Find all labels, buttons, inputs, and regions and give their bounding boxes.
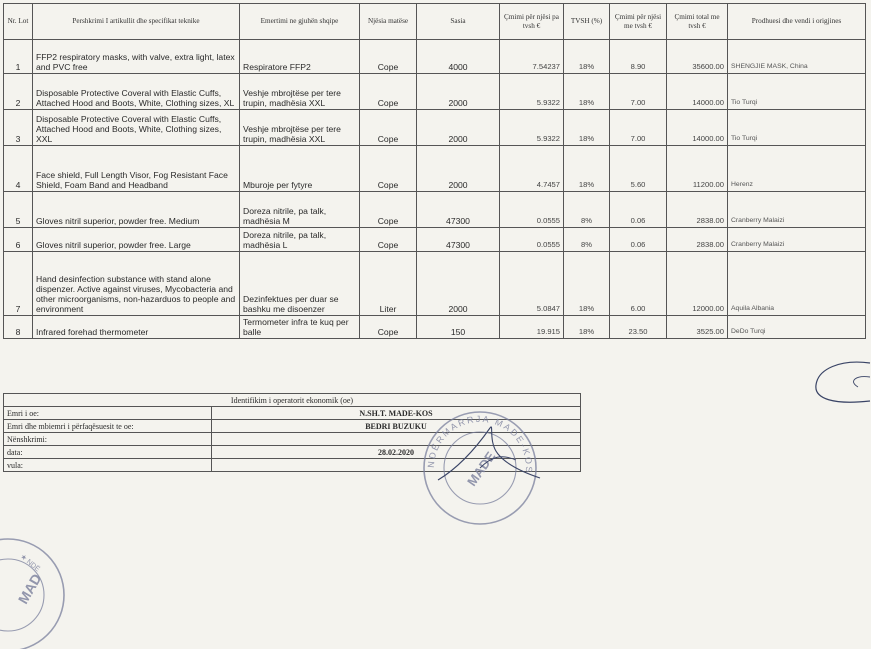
cell-lot: 3 [4, 110, 33, 146]
cell-unit-price-vat: 7.00 [610, 110, 667, 146]
cell-quantity: 2000 [417, 110, 500, 146]
table-header-row [4, 4, 866, 40]
cell-producer: SHENGJIE MASK, China [728, 40, 866, 74]
table-row [4, 146, 866, 192]
cell-description: Gloves nitril superior, powder free. Large [33, 228, 240, 252]
cell-quantity: 47300 [417, 192, 500, 228]
svg-text:NDËRMARRJA MADE-KOS: NDËRMARRJA MADE-KOS [425, 413, 535, 475]
cell-vat: 18% [564, 252, 610, 316]
cell-albanian-name: Veshje mbrojtëse per tere trupin, madhësia XXL [240, 74, 360, 110]
cell-albanian-name: Respiratore FFP2 [240, 40, 360, 74]
header-producer: Prodhuesi dhe vendi i origjines [728, 4, 866, 40]
header-albanian-name: Emertimi ne gjuhën shqipe [240, 4, 360, 40]
cell-producer: Cranberry Malaizi [728, 192, 866, 228]
cell-vat: 18% [564, 40, 610, 74]
cell-total: 2838.00 [667, 192, 728, 228]
operator-value-representative: BEDRI BUZUKU [212, 420, 581, 433]
cell-vat: 8% [564, 192, 610, 228]
table-row [4, 74, 866, 110]
cell-unit-price-vat: 0.06 [610, 192, 667, 228]
cell-unit: Liter [360, 252, 417, 316]
cell-lot: 1 [4, 40, 33, 74]
representative-signature [425, 408, 548, 498]
cell-description: Disposable Protective Coveral with Elastic Cuffs, Attached Hood and Boots, White, Clothing sizes, XL [33, 74, 240, 110]
table-row [4, 228, 866, 252]
operator-label-representative: Emri dhe mbiemri i përfaqësuesit te oe: [4, 420, 212, 433]
header-unit-price-vat: Çmimi për njësi me tvsh € [610, 4, 667, 40]
svg-text:★ NDË: ★ NDË [18, 553, 41, 574]
operator-title: Identifikim i operatorit ekonomik (oe) [4, 394, 581, 407]
cell-lot: 2 [4, 74, 33, 110]
cell-albanian-name: Termometer infra te kuq per balle [240, 316, 360, 339]
cell-producer: Aquila Albania [728, 252, 866, 316]
header-unit-price: Çmimi për njësi pa tvsh € [500, 4, 564, 40]
cell-unit: Cope [360, 228, 417, 252]
svg-text:MADE: MADE [464, 448, 499, 489]
svg-text:MAD: MAD [14, 570, 45, 607]
cell-quantity: 2000 [417, 146, 500, 192]
cell-producer: DeDo Turqi [728, 316, 866, 339]
cell-description: Infrared forehad thermometer [33, 316, 240, 339]
operator-value-date: 28.02.2020 [212, 446, 581, 459]
cell-unit-price: 0.0555 [500, 192, 564, 228]
header-lot: Nr. Lot [4, 4, 33, 40]
operator-label-signature: Nënshkrimi: [4, 433, 212, 446]
cell-quantity: 47300 [417, 228, 500, 252]
signature-scribble [800, 355, 871, 425]
operator-label-date: data: [4, 446, 212, 459]
cell-lot: 8 [4, 316, 33, 339]
cell-unit-price: 4.7457 [500, 146, 564, 192]
cell-lot: 6 [4, 228, 33, 252]
cell-vat: 8% [564, 228, 610, 252]
header-vat: TVSH (%) [564, 4, 610, 40]
cell-quantity: 2000 [417, 252, 500, 316]
operator-label-name: Emri i oe: [4, 407, 212, 420]
cell-total: 14000.00 [667, 74, 728, 110]
cell-description: Disposable Protective Coveral with Elastic Cuffs, Attached Hood and Boots, White, Clothing sizes, XXL [33, 110, 240, 146]
cell-unit-price: 5.0847 [500, 252, 564, 316]
cell-albanian-name: Doreza nitrile, pa talk, madhësia L [240, 228, 360, 252]
table-row [4, 40, 866, 74]
cell-unit-price-vat: 5.60 [610, 146, 667, 192]
cell-albanian-name: Dezinfektues per duar se bashku me disoenzer [240, 252, 360, 316]
table-row [4, 192, 866, 228]
cell-albanian-name: Mburoje per fytyre [240, 146, 360, 192]
cell-lot: 7 [4, 252, 33, 316]
cell-unit-price: 5.9322 [500, 110, 564, 146]
cell-unit-price: 7.54237 [500, 40, 564, 74]
cell-unit-price: 0.0555 [500, 228, 564, 252]
cell-unit-price-vat: 23.50 [610, 316, 667, 339]
cell-quantity: 4000 [417, 40, 500, 74]
cell-total: 35600.00 [667, 40, 728, 74]
operator-title-row [4, 394, 581, 407]
cell-quantity: 2000 [417, 74, 500, 110]
cell-unit: Cope [360, 192, 417, 228]
items-table [3, 3, 866, 339]
cell-producer: Herenz [728, 146, 866, 192]
cell-unit-price: 5.9322 [500, 74, 564, 110]
header-unit: Njësia matëse [360, 4, 417, 40]
cell-description: Hand desinfection substance with stand alone dispenzer. Active against viruses, Mycobacteria and other microorganisms, non-hazarduos to people and environment [33, 252, 240, 316]
table-row [4, 316, 866, 339]
cell-total: 2838.00 [667, 228, 728, 252]
cell-unit: Cope [360, 316, 417, 339]
cell-unit: Cope [360, 110, 417, 146]
cell-vat: 18% [564, 110, 610, 146]
cell-total: 3525.00 [667, 316, 728, 339]
cell-description: FFP2 respiratory masks, with valve, extra light, latex and PVC free [33, 40, 240, 74]
cell-unit-price-vat: 8.90 [610, 40, 667, 74]
cell-lot: 5 [4, 192, 33, 228]
cell-description: Gloves nitril superior, powder free. Medium [33, 192, 240, 228]
cell-albanian-name: Doreza nitrile, pa talk, madhësia M [240, 192, 360, 228]
cell-lot: 4 [4, 146, 33, 192]
partial-seal-stamp [0, 527, 70, 649]
table-row [4, 252, 866, 316]
cell-unit: Cope [360, 40, 417, 74]
cell-vat: 18% [564, 74, 610, 110]
table-row [4, 110, 866, 146]
header-quantity: Sasia [417, 4, 500, 40]
cell-producer: Tio Turqi [728, 110, 866, 146]
operator-label-seal: vula: [4, 459, 212, 472]
cell-description: Face shield, Full Length Visor, Fog Resistant Face Shield, Foam Band and Headband [33, 146, 240, 192]
cell-unit: Cope [360, 146, 417, 192]
cell-unit-price-vat: 6.00 [610, 252, 667, 316]
operator-value-name: N.SH.T. MADE-KOS [212, 407, 581, 420]
cell-albanian-name: Veshje mbrojtëse per tere trupin, madhësia XXL [240, 110, 360, 146]
cell-unit-price-vat: 7.00 [610, 74, 667, 110]
cell-total: 14000.00 [667, 110, 728, 146]
cell-vat: 18% [564, 146, 610, 192]
cell-unit: Cope [360, 74, 417, 110]
cell-producer: Tio Turqi [728, 74, 866, 110]
cell-unit-price-vat: 0.06 [610, 228, 667, 252]
cell-quantity: 150 [417, 316, 500, 339]
cell-vat: 18% [564, 316, 610, 339]
cell-producer: Cranberry Malaizi [728, 228, 866, 252]
header-description: Pershkrimi I artikullit dhe specifikat teknike [33, 4, 240, 40]
cell-total: 12000.00 [667, 252, 728, 316]
cell-total: 11200.00 [667, 146, 728, 192]
cell-unit-price: 19.915 [500, 316, 564, 339]
header-total: Çmimi total me tvsh € [667, 4, 728, 40]
